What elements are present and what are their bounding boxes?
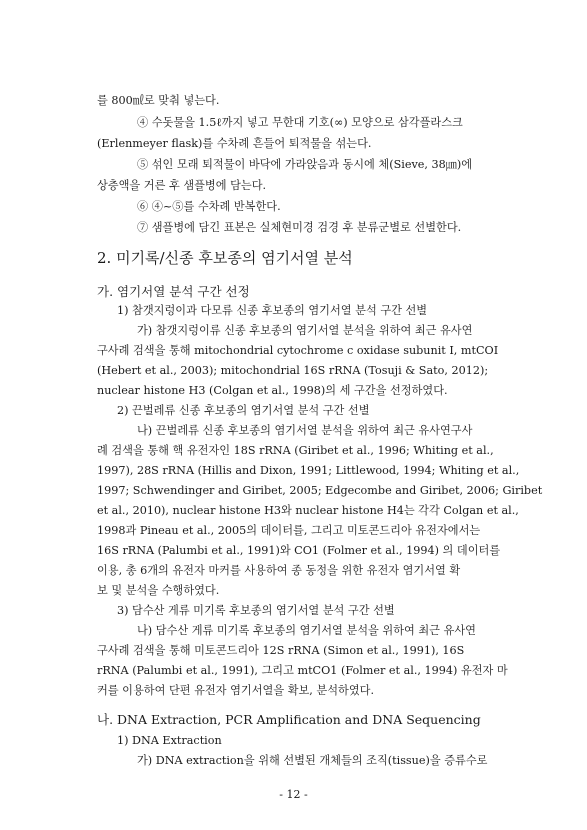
text-line: ⑤ 섞인 모래 퇴적물이 바닥에 가라앉음과 동시에 체(Sieve, 38㎛)에 xyxy=(137,158,473,171)
text-line: 1998과 Pineau et al., 2005의 데이터를, 그리고 미토콘드리아 유전자에서는 xyxy=(97,524,481,537)
text-line: 1997), 28S rRNA (Hillis and Dixon, 1991; Littlewood, 1994; Whiting et al., xyxy=(97,464,520,477)
text-line: 2) 끈벌레류 신종 후보종의 염기서열 분석 구간 선별 xyxy=(117,404,370,417)
subsection-heading: 가. 염기서열 분석 구간 선정 xyxy=(97,284,250,299)
text-line: 상층액을 거른 후 샘플병에 담는다. xyxy=(97,179,267,192)
text-line: 커를 이용하여 단편 유전자 염기서열을 확보, 분석하였다. xyxy=(97,684,375,697)
text-line: 보 및 분석을 수행하였다. xyxy=(97,584,220,597)
text-line: (Hebert et al., 2003); mitochondrial 16S rRNA (Tosuji & Sato, 2012); xyxy=(97,364,489,377)
text-line: 3) 담수산 게류 미기록 후보종의 염기서열 분석 구간 선별 xyxy=(117,604,395,617)
subsection-heading: 나. DNA Extraction, PCR Amplification and DNA Sequencing xyxy=(97,712,481,727)
text-line: 가) 참갯지렁이류 신종 후보종의 염기서열 분석을 위하여 최근 유사연 xyxy=(137,324,473,337)
section-heading: 2. 미기록/신종 후보종의 염기서열 분석 xyxy=(97,249,353,267)
text-line: rRNA (Palumbi et al., 1991), 그리고 mtCO1 (Folmer et al., 1994) 유전자 마 xyxy=(97,664,508,677)
text-line: ④ 수돗물을 1.5ℓ까지 넣고 무한대 기호(∞) 모양으로 삼각플라스크 xyxy=(137,116,463,129)
text-line: 례 검색을 통해 핵 유전자인 18S rRNA (Giribet et al., 1996; Whiting et al., xyxy=(97,444,494,457)
text-line: 1997; Schwendinger and Giribet, 2005; Edgecombe and Giribet, 2006; Giribet xyxy=(97,484,543,497)
text-line: ⑦ 샘플병에 담긴 표본은 실체현미경 검경 후 분류군별로 선별한다. xyxy=(137,221,462,234)
text-line: 나) 담수산 게류 미기록 후보종의 염기서열 분석을 위하여 최근 유사연 xyxy=(137,624,476,637)
text-line: 16S rRNA (Palumbi et al., 1991)와 CO1 (Folmer et al., 1994) 의 데이터를 xyxy=(97,544,501,557)
text-line: 가) DNA extraction을 위해 선별된 개체들의 조직(tissue)을 증류수로 xyxy=(137,754,488,767)
text-line: et al., 2010), nuclear histone H3와 nuclear histone H4는 각각 Colgan et al., xyxy=(97,504,519,517)
text-line: ⑥ ④~⑤를 수차례 반복한다. xyxy=(137,200,281,213)
text-line: 1) DNA Extraction xyxy=(117,734,222,747)
text-line: 1) 참갯지렁이과 다모류 신종 후보종의 염기서열 분석 구간 선별 xyxy=(117,304,428,317)
text-line: 이용, 총 6개의 유전자 마커를 사용하여 종 동정을 위한 유전자 염기서열 확 xyxy=(97,564,461,577)
text-line: 나) 끈벌레류 신종 후보종의 염기서열 분석을 위하여 최근 유사연구사 xyxy=(137,424,473,437)
page-number: - 12 - xyxy=(279,788,308,801)
text-line: 를 800㎖로 맞춰 넣는다. xyxy=(97,94,220,107)
text-line: 구사례 검색을 통해 mitochondrial cytochrome c oxidase subunit I, mtCOI xyxy=(97,344,499,357)
text-line: (Erlenmeyer flask)를 수차례 흔들어 퇴적물을 섞는다. xyxy=(97,137,372,150)
text-line: 구사례 검색을 통해 미토콘드리아 12S rRNA (Simon et al., 1991), 16S xyxy=(97,644,465,657)
text-line: nuclear histone H3 (Colgan et al., 1998)의 세 구간을 선정하였다. xyxy=(97,384,448,397)
